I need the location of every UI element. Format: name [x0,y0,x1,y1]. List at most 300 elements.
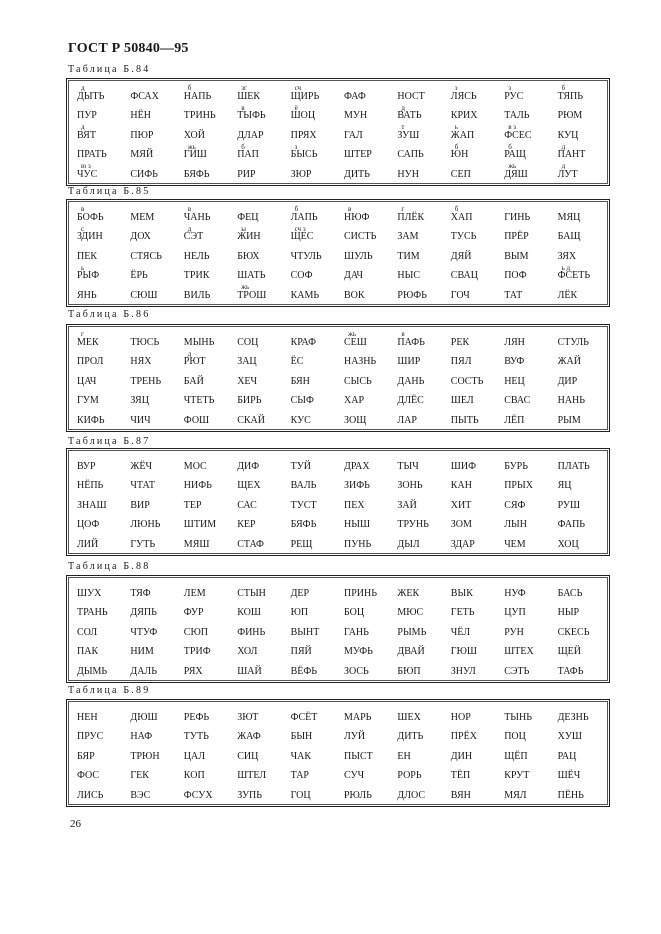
table-cell [391,532,444,552]
syllable-word: ЩЕС [290,231,314,243]
stress-mark: з [294,142,298,151]
syllable-word: НЁН [130,110,151,122]
table-cell [178,104,231,124]
syllable-word: МУФЬ [344,646,373,658]
table-cell [552,143,605,163]
table-cell [231,283,284,303]
table-cell [124,783,177,803]
table-cell [498,225,551,245]
table-cell [231,744,284,764]
table-cell [178,143,231,163]
table-cell [124,705,177,725]
table-cell [231,389,284,409]
table-cell [285,725,338,745]
syllable-word: ФОШ [183,415,210,426]
stress-mark: зг [241,84,247,92]
table-cell [178,725,231,745]
syllable-word: ТЫНЬ [504,711,532,723]
table-cell [178,264,231,284]
table-cell [231,330,284,350]
table-cell [498,620,551,640]
table-cell [552,162,605,182]
table-cell [498,532,551,552]
table-cell [338,493,391,513]
table-cell [498,162,551,182]
table-cell [445,581,498,601]
table-cell [285,264,338,284]
table-cell [71,764,124,784]
syllable-word: ГОЦ [290,790,311,801]
stress-mark: г [81,330,84,338]
syllable-word: ЛЯН [504,336,525,348]
syllable-word: ЧЕМ [504,539,526,550]
syllable-word: МЫНЬ [183,336,215,348]
syllable-word: БЯН [290,375,310,387]
table-cell [498,513,551,533]
table-cell [552,493,605,513]
syllable-word: НЮФ [344,211,370,223]
syllable-word: КРУТ [504,770,530,782]
syllable-word: ХОЦ [557,539,579,550]
syllable-word: БЯФЬ [290,519,317,531]
syllable-word: СТЫН [237,587,266,599]
table-cell [71,350,124,370]
syllable-word: ВАТЬ [397,110,422,122]
syllable-word: МЕМ [130,211,155,223]
table-cell [498,493,551,513]
table-cell [231,659,284,679]
table-cell [231,705,284,725]
table-cell [124,205,177,225]
stress-mark: в [348,205,352,213]
table-cell [285,659,338,679]
syllable-word: ЧТУЛЬ [290,250,322,262]
stress-mark: сч [294,84,302,92]
table-caption: Таблица Б.86 [68,309,151,320]
syllable-word: ЗЮТ [237,711,259,723]
table-cell [552,350,605,370]
syllable-word: ШЕК [237,90,261,102]
syllable-word: СОФ [290,270,313,282]
stress-mark: жь [348,330,357,338]
syllable-word: ХАР [344,395,365,407]
syllable-word: СЫФ [290,395,314,407]
syllable-word: ПУР [77,110,97,122]
syllable-word: ХИТ [450,499,472,511]
syllable-word: НАПЬ [183,90,212,102]
syllable-word: РЮМ [557,110,583,122]
table-cell [391,474,444,494]
syllable-word: КРИХ [450,110,478,122]
table-cell [498,725,551,745]
syllable-word: МЯЦ [557,211,581,223]
table-cell [231,225,284,245]
table-cell [231,264,284,284]
syllable-word: ТАТ [504,290,523,301]
table-cell [231,162,284,182]
word-table [66,324,610,432]
stress-mark: в [187,205,192,213]
table-cell [552,659,605,679]
syllable-word: ЧТАТ [130,480,155,492]
syllable-word: ТУСТ [290,499,317,511]
table-cell [338,581,391,601]
stress-mark: г [401,205,405,213]
table-caption: Таблица Б.89 [68,685,151,696]
syllable-word: ШУХ [77,587,102,599]
table-cell [338,513,391,533]
syllable-word: БЯФЬ [183,169,210,180]
syllable-word: ШИФ [450,460,477,472]
syllable-word: ЮН [450,149,469,161]
syllable-word: ШЁЧ [557,770,581,782]
syllable-word: ШТЕР [344,149,372,161]
syllable-word: МАРЬ [344,711,372,723]
syllable-word: ВЭС [130,790,151,801]
table-cell [71,474,124,494]
table-cell [498,205,551,225]
syllable-word: РЫМ [557,415,581,426]
syllable-word: ТУСЬ [450,231,477,243]
table-cell [178,620,231,640]
table-cell [178,581,231,601]
syllable-word: ШТЕЛ [237,770,267,782]
syllable-word: БОФЬ [77,211,104,223]
table-cell [285,143,338,163]
table-cell [124,601,177,621]
table-cell [71,659,124,679]
table-cell [391,225,444,245]
syllable-word: ВОК [344,290,365,301]
syllable-word: ЖАП [450,129,475,141]
table-cell [124,244,177,264]
word-table [66,78,610,186]
syllable-word: НЕЛЬ [183,250,210,262]
syllable-word: ДЮШ [130,711,158,723]
table-cell [124,659,177,679]
syllable-word: ВИР [130,499,150,511]
table-cell [231,513,284,533]
table-cell [124,620,177,640]
table-cell [498,369,551,389]
table-cell [391,705,444,725]
table-cell [338,283,391,303]
table-cell [231,104,284,124]
syllable-word: РЯХ [183,666,203,677]
table-cell [338,474,391,494]
syllable-word: ТРЮН [130,750,160,762]
syllable-word: КЕР [237,519,256,531]
syllable-word: ЛУЙ [344,731,366,743]
table-cell [231,408,284,428]
table-cell [391,581,444,601]
syllable-word: МЯШ [183,539,210,550]
syllable-word: ДОХ [130,231,151,243]
table-cell [178,330,231,350]
table-cell [285,620,338,640]
syllable-word: ЛЁК [557,290,578,301]
stress-mark: д [561,162,566,171]
syllable-word: ФЕЦ [237,211,259,223]
table-cell [552,225,605,245]
table-cell [231,369,284,389]
table-cell [445,454,498,474]
table-cell [285,581,338,601]
syllable-word: НАЗНЬ [344,356,377,368]
table-cell [338,764,391,784]
syllable-word: ПРАТЬ [77,149,107,161]
syllable-word: ГУТЬ [130,539,156,550]
table-cell [231,764,284,784]
stress-mark: з [454,84,458,92]
syllable-word: РУС [504,90,524,102]
syllable-word: СУЧ [344,770,365,782]
stress-mark: б [454,205,459,213]
syllable-word: ВЫК [450,587,473,599]
table-cell [445,764,498,784]
syllable-word: ЖИН [237,231,261,243]
table-cell [445,601,498,621]
table-grid [67,449,609,555]
table-cell [231,244,284,264]
table-cell [285,389,338,409]
syllable-word: КУЦ [557,129,579,141]
syllable-word: ТРИК [183,270,210,282]
syllable-word: МЯЛ [504,790,527,801]
syllable-word: РАЦ [557,750,577,762]
syllable-word: ТЁП [450,770,471,782]
table-caption: Таблица Б.85 [68,186,151,197]
table-cell [124,764,177,784]
syllable-word: ПЕХ [344,499,365,511]
syllable-word: ТРОШ [237,290,267,301]
syllable-word: ЖЕК [397,587,420,599]
table-cell [552,454,605,474]
table-cell [124,350,177,370]
table-cell [178,744,231,764]
table-cell [552,330,605,350]
table-cell [498,330,551,350]
stress-mark: в [241,103,245,112]
table-cell [338,123,391,143]
table-cell [285,84,338,104]
syllable-word: СКАЙ [237,415,265,426]
table-cell [391,104,444,124]
table-cell [231,350,284,370]
syllable-word: ПРОЛ [77,356,104,368]
table-cell [178,205,231,225]
syllable-word: ЖАФ [237,731,261,743]
syllable-word: НЫР [557,607,580,619]
table-cell [338,104,391,124]
syllable-word: ПОФ [504,270,527,282]
table-cell [124,581,177,601]
table-cell [231,143,284,163]
syllable-word: ПРЫХ [504,480,533,492]
syllable-word: ПЫСТ [344,750,373,762]
syllable-word: СВАЦ [450,270,478,282]
table-cell [124,513,177,533]
table-cell [552,123,605,143]
table-cell [178,640,231,660]
syllable-word: СЕП [450,169,471,180]
syllable-word: ВАЛЬ [290,480,317,492]
table-cell [71,84,124,104]
syllable-word: ХЕЧ [237,375,258,387]
syllable-word: ЛЯСЬ [450,90,477,102]
syllable-word: ПРИНЬ [344,587,377,599]
table-cell [178,283,231,303]
syllable-word: ХУШ [557,731,582,743]
table-cell [231,620,284,640]
syllable-word: ЖЁЧ [130,460,152,472]
table-cell [391,389,444,409]
syllable-word: САС [237,499,257,511]
syllable-word: КАН [450,480,472,492]
table-cell [552,389,605,409]
table-cell [285,330,338,350]
stress-mark: д [187,224,192,233]
table-cell [498,264,551,284]
syllable-word: ЧАК [290,750,311,762]
syllable-word: РЫФ [77,270,100,282]
table-cell [445,389,498,409]
syllable-word: ДРАХ [344,460,370,472]
syllable-word: ЧУС [77,169,98,180]
table-cell [445,744,498,764]
table-cell [391,744,444,764]
syllable-word: ЧЁЛ [450,626,471,638]
table-cell [445,330,498,350]
table-cell [445,162,498,182]
table-cell [445,123,498,143]
syllable-word: ДЛЁС [397,395,424,407]
table-cell [391,513,444,533]
table-cell [391,493,444,513]
syllable-word: РЕЩ [290,539,313,550]
table-cell [445,350,498,370]
stress-mark: ё [294,103,298,112]
table-cell [498,659,551,679]
syllable-word: БЫН [290,731,313,743]
syllable-word: МЕК [77,336,99,348]
table-cell [124,408,177,428]
syllable-word: ХОЛ [237,646,258,658]
table-cell [338,143,391,163]
table-caption: Таблица Б.84 [68,64,151,75]
syllable-word: НАНЬ [557,395,586,407]
table-cell [498,581,551,601]
table-cell [285,123,338,143]
table-cell [552,84,605,104]
syllable-word: БАЩ [557,231,581,243]
table-cell [124,104,177,124]
syllable-word: МУН [344,110,368,122]
table-cell [338,532,391,552]
syllable-word: ФСЕТЬ [557,270,591,282]
table-cell [338,640,391,660]
syllable-word: ДЛАР [237,129,264,141]
syllable-word: ДАЛЬ [130,666,157,677]
table-cell [391,620,444,640]
table-cell [71,408,124,428]
syllable-word: ЩЕЙ [557,646,582,658]
table-cell [124,369,177,389]
syllable-word: ТЫЧ [397,460,419,472]
syllable-word: ВЁФЬ [290,666,318,677]
stress-mark: сч з [294,224,306,233]
syllable-word: ПРУС [77,731,104,743]
table-cell [498,350,551,370]
table-cell [231,783,284,803]
table-cell [552,783,605,803]
word-table [66,699,610,807]
table-cell [552,513,605,533]
syllable-word: ЦОФ [77,519,100,531]
table-cell [498,640,551,660]
syllable-word: ТРИФ [183,646,211,658]
table-cell [445,264,498,284]
syllable-word: СОЦ [237,336,259,348]
syllable-word: ЦАЧ [77,375,97,387]
syllable-word: ТАЛЬ [504,110,530,122]
syllable-word: ЗИФЬ [344,480,370,492]
table-cell [71,705,124,725]
table-cell [391,725,444,745]
syllable-word: ФСАХ [130,90,159,102]
table-cell [445,783,498,803]
table-cell [445,205,498,225]
table-cell [391,330,444,350]
table-cell [445,474,498,494]
table-cell [178,84,231,104]
table-cell [552,244,605,264]
table-cell [178,162,231,182]
table-grid [67,325,609,431]
syllable-word: ДЫЛ [397,539,420,550]
syllable-word: ПЫТЬ [450,415,479,426]
table-cell [71,123,124,143]
table-cell [285,454,338,474]
stress-mark: б [508,142,512,151]
syllable-word: НЁПЬ [77,480,104,492]
stress-mark: жь [508,162,517,171]
table-cell [71,640,124,660]
table-cell [391,205,444,225]
syllable-word: ДАЧ [344,270,364,282]
syllable-word: ТРЕНЬ [130,375,162,387]
table-cell [285,513,338,533]
table-cell [178,408,231,428]
table-cell [71,725,124,745]
syllable-word: ПРЁХ [450,731,477,743]
table-cell [285,104,338,124]
stress-mark: жь [187,142,196,151]
stress-mark: б [294,205,299,213]
syllable-word: САПЬ [397,149,424,161]
table-cell [231,474,284,494]
table-cell [552,744,605,764]
syllable-word: ЧТУФ [130,626,158,638]
table-cell [178,369,231,389]
syllable-word: ТРИНЬ [183,110,216,122]
syllable-word: ЦУП [504,607,526,619]
table-cell [178,389,231,409]
syllable-word: ПЮР [130,129,154,141]
syllable-word: СОЛ [77,626,98,638]
syllable-word: ТУЙ [290,460,312,472]
table-cell [71,532,124,552]
